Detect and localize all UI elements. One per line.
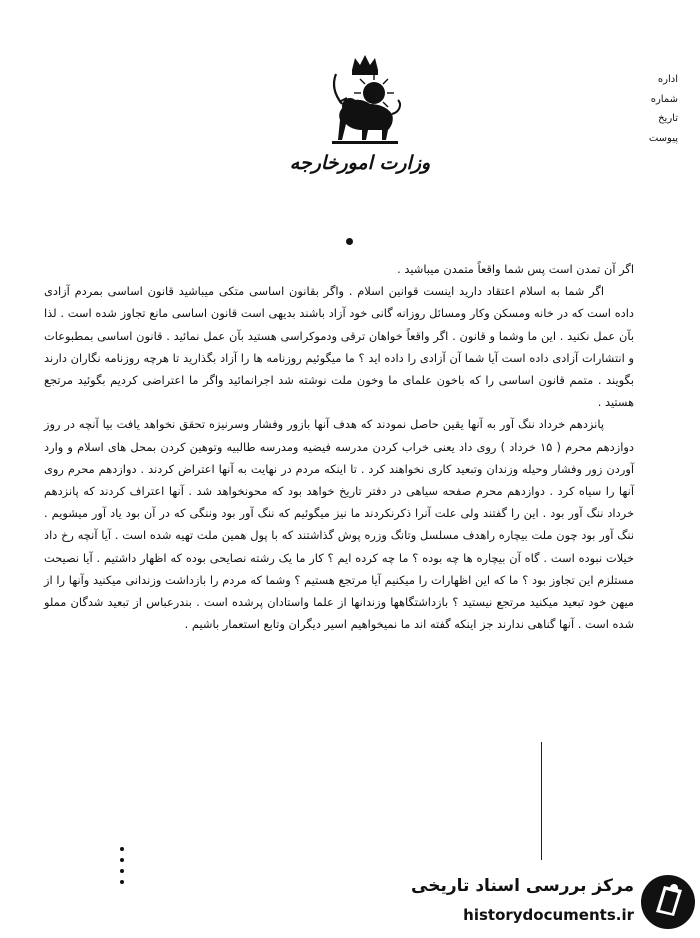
watermark-title: مرکز بررسی اسناد تاریخی (411, 876, 634, 896)
field-label-number: شماره (650, 93, 678, 105)
paragraph-1: اگر آن تمدن است پس شما واقعاً متمدن میباشید . (397, 262, 634, 276)
watermark-url: historydocuments.ir (463, 906, 634, 924)
archive-logo-icon (638, 872, 698, 932)
dot (120, 847, 124, 851)
field-label-date: تاریخ (658, 113, 678, 124)
lion-and-sun-emblem-icon (322, 54, 408, 146)
dot (120, 869, 124, 873)
dot (120, 880, 124, 884)
continuation-dots (120, 847, 128, 891)
archive-watermark (408, 868, 700, 938)
margin-rule (541, 742, 542, 860)
field-label-office: اداره (657, 74, 678, 85)
letterhead-fields (628, 70, 678, 148)
paragraph-3: پانزدهم خرداد ننگ آور به آنها یقین حاصل نمودند که هدف آنها بازور وفشار وسرنیزه تحقق نخواهد یافت بیا آنچه در روز دوازدهم محرم ( ۱۵ خرداد ) روی داد یعنی خراب کردن مدرسه فیضیه ومدرسه طالبیه وتوهین کردن بمحل های اسلام و وارد آوردن زور وفشار وحیله وزندان وتبعید کاری نخواهند کرد . تا اینکه مردم در نهایت به آنها اعتراض کردند . دوازدهم محرم روی آنها را سیاه کرد . دوازدهم محرم صفحه سیاهی در دفتر تاریخ خواهد بود که محونخواهد شد . آنها اعتراف کردند که پانزدهم خرداد ننگ آور بود . این را گفتند ولی علت آنرا ذکرنکردند ما نیز میگوئیم که ننگ آور بود وننگی که در آن بود یاد آور میشویم . ننگ آور بود چون ملت بیچاره راهدف مسلسل وتانگ وزره پوش گذاشتند که با پول همین ملت تهیه شده است . آیا آنچه رخ داد خیلات نبوده است . گاه آن بیچاره ها چه بوده ؟ ما چه کرده ایم ؟ کار ما یک رشته نصایحی بوده که اظهار داشتیم . آیا نصیحت مستلزم این تجاوز بود ؟ ما که این اظهارات را میکنیم آیا مرتجع هستیم ؟ وشما که مردم را بازداشت وزندانی میکنید وآنها را از میهن خود تبعید میکنید مرتجع نیستید ؟ بازداشتگاهها وزندانها از علما واستادان پرشده است . بندرعباس از تبعید شدگان مملو شده است . آنها گناهی ندارند جز اینکه گفته اند ما نمیخواهیم اسیر دیگران وتابع استعمار باشیم . (44, 417, 634, 632)
section-dot (346, 238, 353, 245)
field-label-attachment: پیوست (648, 132, 678, 144)
letter-body (44, 258, 634, 635)
paragraph-2: اگر شما به اسلام اعتقاد دارید اینست قوانین اسلام . واگر بقانون اساسی متکی میباشید قانون اساسی بمردم آزادی داده است که در خانه ومسکن وکار ومسائل روزانه گانی خود آزاد باشند بدیهی است قانون اساسی مانع تجاوز شده است . لذا بآن عمل نکنید . این ما وشما و قانون . اگر واقعاً خواهان ترقی ودموکراسی هستید بآن عمل نمائید . قانون اساسی بمطبوعات و انتشارات آزادی داده است آیا شما آن آزادی را داده اید ؟ ما میگوئیم روزنامه ها را آزاد بگذارید تا هرچه روزنامه نگاران دارند بگویند . متمم قانون اساسی را که باخون علمای ما وخون ملت نوشته شد اجرانمائید واگر ما اعتراضی کردیم بگوئید مرتجع هستید . (44, 284, 634, 410)
ministry-title: وزارت امورخارجه (289, 152, 431, 174)
dot (120, 858, 124, 862)
